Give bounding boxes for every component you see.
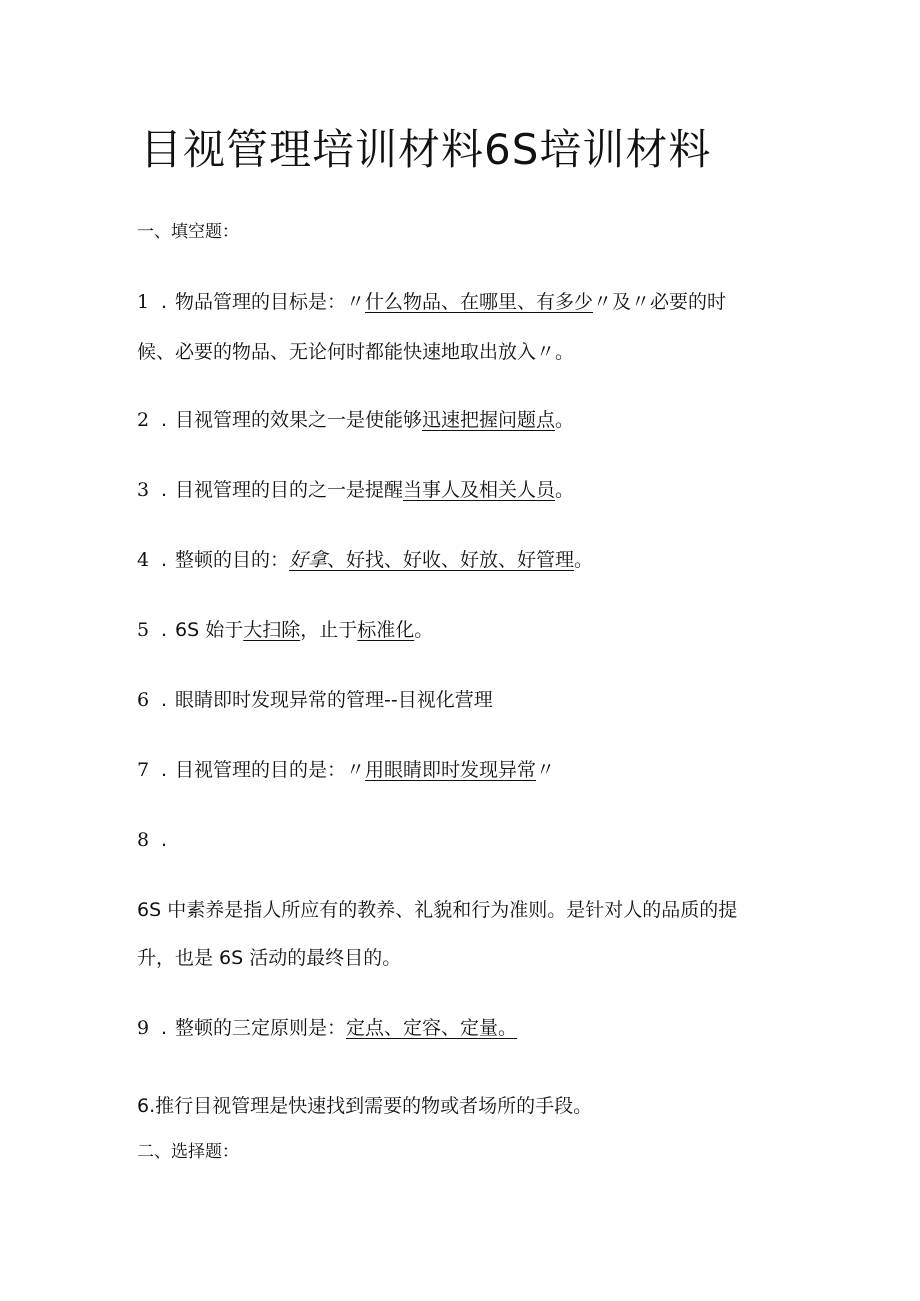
question-number: 2: [137, 409, 150, 431]
question-3: 3 . 目视管理的目的之一是提醒当事人及相关人员。: [137, 479, 575, 501]
question-1-continued: 候、必要的物品、无论何时都能快速地取出放入〃。: [137, 341, 575, 363]
question-2: 2 . 目视管理的效果之一是使能够迅速把握问题点。: [137, 409, 575, 431]
page-title: 目视管理培训材料6S培训材料: [140, 125, 712, 174]
answer-text: 定点、定容、定量。: [346, 1017, 518, 1039]
question-number: 9: [137, 1017, 150, 1039]
answer-text: 大扫除: [243, 619, 301, 641]
question-text: 6S 始于: [175, 619, 244, 641]
answer-text: 标准化: [357, 619, 415, 641]
question-number: 7: [137, 759, 150, 781]
question-text: 目视管理的目的之一是提醒: [175, 479, 404, 501]
question-number: 6: [137, 689, 150, 711]
question-8: 8 .: [137, 829, 168, 851]
section-heading-fill-in: 一、填空题：: [137, 222, 239, 242]
question-7: 7 . 目视管理的目的是：〃用眼睛即时发现异常〃: [137, 759, 556, 781]
question-text: 目视管理的目的是：〃: [175, 759, 366, 781]
question-text: 〃: [536, 759, 556, 781]
answer-text: 、好找、好收、好放、好管理: [327, 549, 575, 571]
question-text: 。: [555, 479, 575, 501]
question-5: 5 . 6S 始于大扫除，止于标准化。: [137, 619, 434, 641]
question-text: 物品管理的目标是：〃: [175, 291, 366, 313]
question-text: 整顿的三定原则是：: [175, 1017, 347, 1039]
answer-text: 当事人及相关人员: [403, 479, 556, 501]
question-text: 整顿的目的：: [175, 549, 290, 571]
question-10: 6.推行目视管理是快速找到需要的物或者场所的手段。: [137, 1095, 593, 1117]
question-text: 。: [574, 549, 594, 571]
question-text: 。: [414, 619, 434, 641]
question-8-continued: 升，也是 6S 活动的最终目的。: [137, 947, 402, 969]
question-number: 3: [137, 479, 150, 501]
answer-text: 好拿: [289, 549, 328, 571]
question-text: 。: [555, 409, 575, 431]
question-1: 1 . 物品管理的目标是：〃什么物品、在哪里、有多少〃及〃必要的时: [137, 291, 727, 313]
question-9: 9 . 整顿的三定原则是：定点、定容、定量。: [137, 1017, 518, 1039]
question-6: 6 . 眼睛即时发现异常的管理--目视化营理: [137, 689, 493, 711]
question-8-text: 6S 中素养是指人所应有的教养、礼貌和行为准则。是针对人的品质的提: [137, 899, 738, 921]
question-text: 〃及〃必要的时: [593, 291, 727, 313]
question-number: 4: [137, 549, 150, 571]
question-number: 5: [137, 619, 150, 641]
answer-text: 用眼睛即时发现异常: [365, 759, 537, 781]
question-number: 8: [137, 829, 150, 851]
question-text: 目视管理的效果之一是使能够: [175, 409, 423, 431]
question-4: 4 . 整顿的目的：好拿、好找、好收、好放、好管理。: [137, 549, 594, 571]
answer-text: 迅速把握问题点: [422, 409, 556, 431]
question-number: 1: [137, 291, 150, 313]
question-text: 眼睛即时发现异常的管理--目视化营理: [175, 689, 493, 711]
question-text: ，止于: [300, 619, 358, 641]
answer-text: 什么物品、在哪里、有多少: [365, 291, 594, 313]
section-heading-multiple-choice: 二、选择题：: [137, 1142, 239, 1162]
